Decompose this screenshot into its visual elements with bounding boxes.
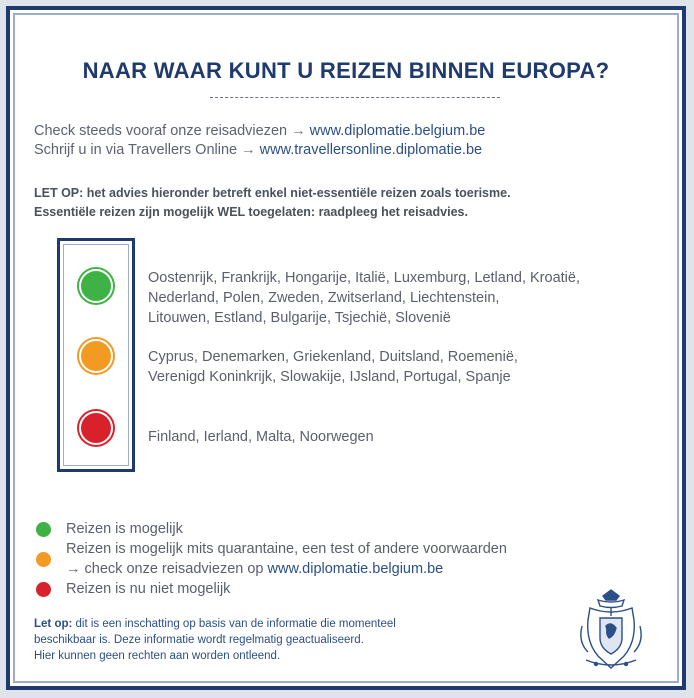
country-line: Cyprus, Denemarken, Griekenland, Duitsland, Roemenië, — [148, 349, 518, 365]
arrow-right-icon: → — [291, 123, 306, 139]
warning-line: LET OP: het advies hieronder betreft enkel niet-essentiële reizen zoals toerisme. — [34, 186, 511, 200]
link-intro-text: Schrijf u in via Travellers Online — [34, 142, 238, 158]
legend-label-2 — [66, 559, 507, 579]
warning-text — [34, 184, 511, 222]
links-block — [34, 122, 485, 160]
legend-item-orange — [34, 539, 507, 579]
link-row-travellers — [34, 141, 485, 160]
warning-line: Essentiële reizen zijn mogelijk WEL toegelaten: raadpleeg het reisadvies. — [34, 205, 468, 219]
legend-item-green — [34, 519, 507, 539]
link-row-reisadviezen — [34, 122, 485, 141]
legend-item-red — [34, 579, 507, 599]
legend-label: Reizen is nu niet mogelijk — [66, 581, 231, 597]
green-dot-icon — [36, 522, 51, 537]
country-line: Nederland, Polen, Zweden, Zwitserland, Liechtenstein, — [148, 290, 500, 306]
green-light-icon — [79, 269, 113, 303]
link-intro-text: Check steeds vooraf onze reisadviezen — [34, 123, 288, 139]
orange-light-icon — [79, 339, 113, 373]
country-line: Oostenrijk, Frankrijk, Hongarije, Italië, Luxemburg, Letland, Kroatië, — [148, 270, 580, 286]
orange-dot-icon — [36, 552, 51, 567]
disclaimer-bold: Let op: — [34, 618, 73, 630]
disclaimer — [34, 616, 396, 664]
red-light-icon — [79, 411, 113, 445]
legend-label: Reizen is mogelijk mits quarantaine, een test of andere voorwaarden — [66, 541, 507, 557]
arrow-right-icon: → — [241, 142, 256, 158]
disclaimer-line: beschikbaar is. Deze informatie wordt regelmatig geactualiseerd. — [34, 634, 364, 646]
diplomatie-link[interactable]: www.diplomatie.belgium.be — [267, 561, 444, 577]
red-dot-icon — [36, 582, 51, 597]
legend — [34, 519, 507, 599]
country-line: Finland, Ierland, Malta, Noorwegen — [148, 429, 374, 445]
diplomatie-link[interactable]: www.diplomatie.belgium.be — [309, 123, 486, 139]
legend-label: check onze reisadviezen op — [84, 561, 264, 577]
orange-countries — [148, 347, 518, 387]
disclaimer-line: Hier kunnen geen rechten aan worden ontleend. — [34, 650, 281, 662]
infographic-card — [6, 6, 686, 690]
travellers-online-link[interactable]: www.travellersonline.diplomatie.be — [259, 142, 483, 158]
title-divider — [210, 97, 500, 98]
country-line: Litouwen, Estland, Bulgarije, Tsjechië, Slovenië — [148, 310, 451, 326]
disclaimer-text: dit is een inschatting op basis van de informatie die momenteel — [75, 618, 396, 630]
legend-label: Reizen is mogelijk — [66, 521, 183, 537]
green-countries — [148, 268, 580, 328]
disclaimer-line — [34, 616, 396, 632]
arrow-right-icon: → — [66, 561, 81, 577]
belgian-coat-of-arms-icon — [576, 586, 646, 672]
page-title: NAAR WAAR KUNT U REIZEN BINNEN EUROPA? — [82, 58, 610, 83]
red-countries — [148, 427, 374, 447]
traffic-light-frame — [57, 238, 135, 472]
country-line: Verenigd Koninkrijk, Slowakije, IJsland, Portugal, Spanje — [148, 369, 511, 385]
